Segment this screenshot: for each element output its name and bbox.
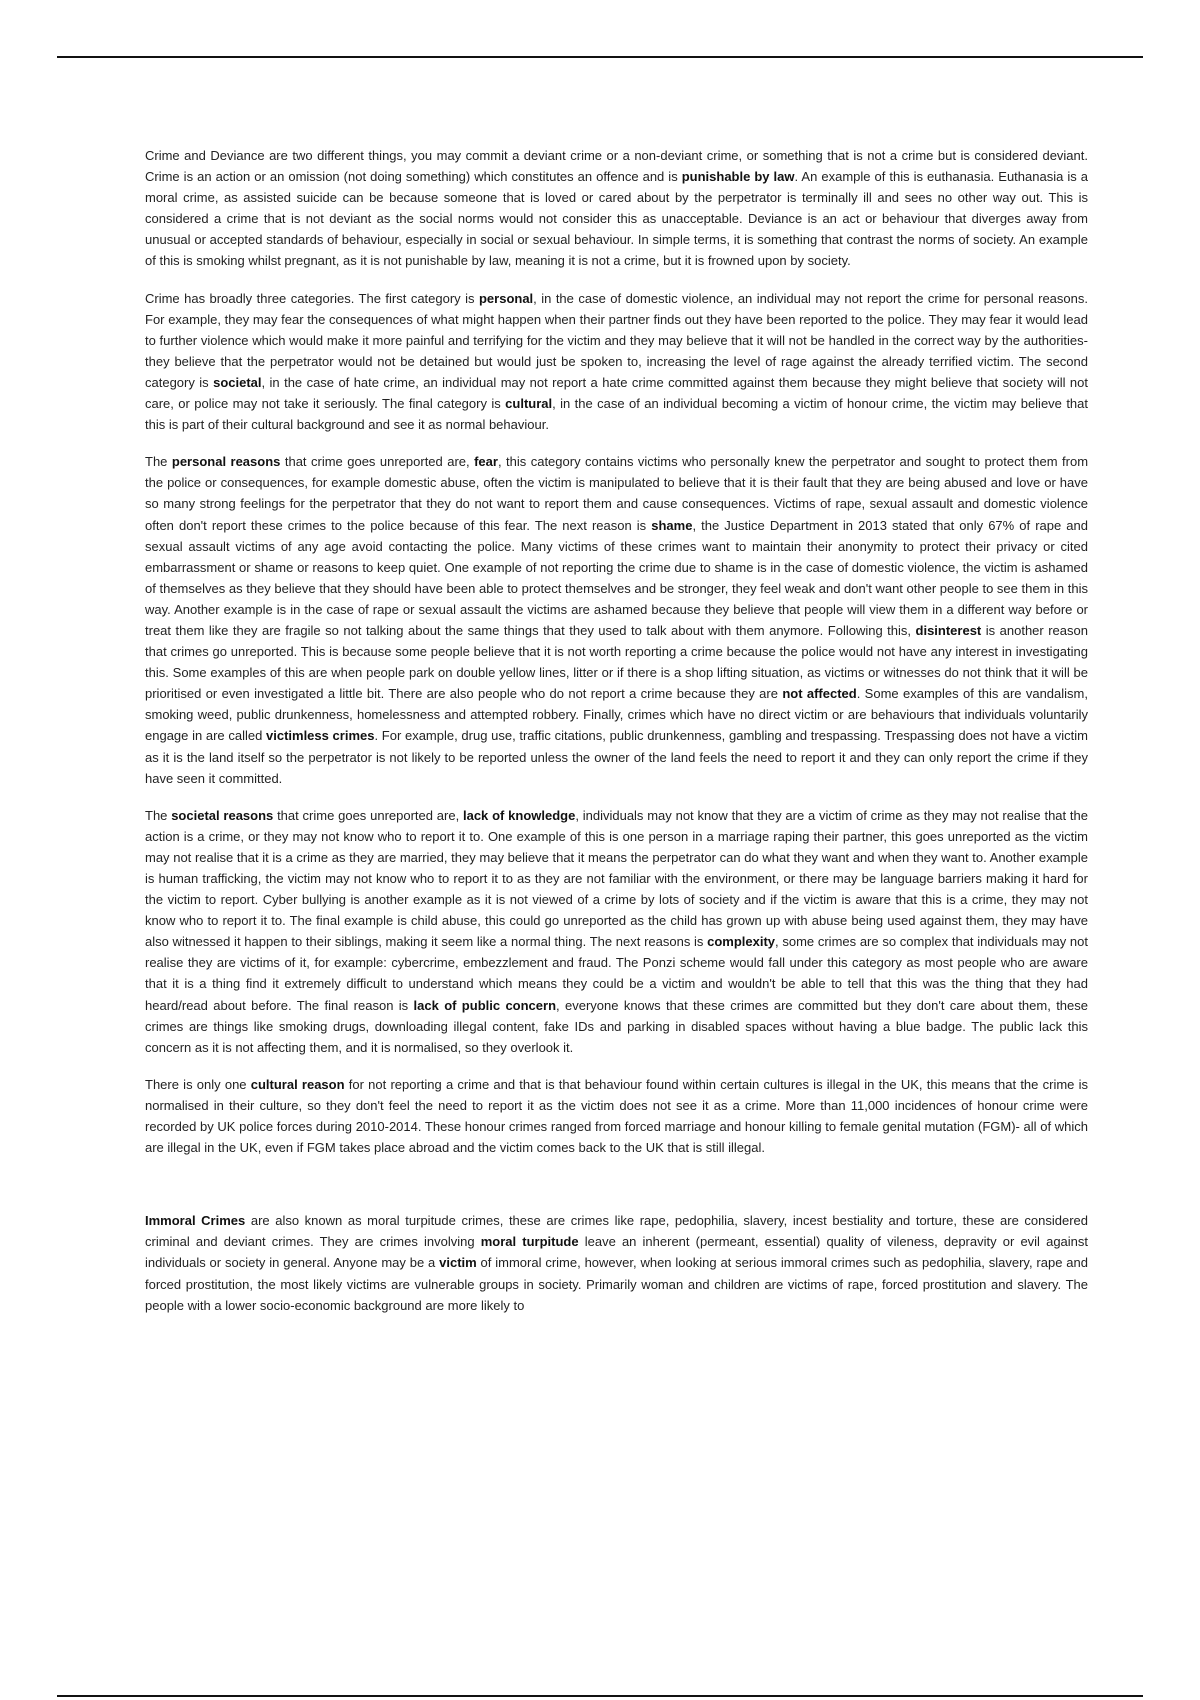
paragraph-crime-categories — [145, 288, 1088, 436]
text-run: that crime goes unreported are, — [273, 807, 463, 823]
text-run: Crime has broadly three categories. The first category is — [145, 290, 479, 306]
bold-term: societal reasons — [171, 807, 274, 823]
bold-term: lack of knowledge — [462, 807, 576, 823]
text-run: , in the case of an individual becoming a victim of honour crime, the victim may believe that this is part of their cultural background and see it as normal behaviour. — [145, 396, 1088, 433]
text-run: , some crimes are so complex that individuals may not realise they are victims of it, for example: cybercrime, embezzlement and fraud. The Ponzi scheme would fall under this category as most people who are aware that it is a thing find it extremely difficult to understand which means they could be a victim and wouldn't be able to tell that this was the thing that they had heard/read about before. The final reason is — [145, 934, 1088, 1013]
top-horizontal-rule — [57, 56, 1143, 58]
text-run: for not reporting a crime and that is that behaviour found within certain cultures is illegal in the UK, this means that the crime is normalised in their culture, so they don't feel the need to report it as the victim does not see it as a crime. More than 11,000 incidences of honour crime were recorded by UK police forces during 2010-2014. These honour crimes ranged from forced marriage and honour killing to female genital mutation (FGM)- all of which are illegal in the UK, even if FGM takes place abroad and the victim comes back to the UK that is still illegal. — [145, 1076, 1088, 1156]
bottom-horizontal-rule — [57, 1695, 1143, 1697]
text-run: , the Justice Department in 2013 stated that only 67% of rape and sexual assault victims of any age avoid contacting the police. Many victims of these crimes want to maintain their anonymity to protect their privacy or cited embarrassment or shame or reasons to keep quiet. One example of not reporting the crime due to shame is in the case of domestic violence, the victim is ashamed of themselves as they believe that they should have been able to protect themselves and be stronger, they feel weak and don't want other people to see them in this way. Another example is in the case of rape or sexual assault the victims are ashamed because they believe that people will view them in a different way before or treat them like they are fragile so not talking about the same things that they used to talk about with them anymore. Following this, — [145, 517, 1088, 638]
bold-term: punishable by law — [681, 169, 795, 185]
paragraph-crime-and-deviance — [145, 145, 1088, 272]
text-run: Crime and Deviance are two different things, you may commit a deviant crime or a non-deviant crime, or something that is not a crime but is considered deviant. Crime is an action or an omission (not doing something) which constitutes an offence and is — [145, 148, 1088, 185]
bold-term: victimless crimes — [266, 728, 375, 744]
text-run: . Some examples of this are vandalism, smoking weed, public drunkenness, homelessness and attempted robbery. Finally, crimes which have no direct victim or are behaviours that individuals voluntarily engage in are called — [145, 686, 1088, 744]
bold-term: lack of public concern — [413, 997, 557, 1013]
document-body — [145, 145, 1088, 1316]
text-run: leave an inherent (permeant, essential) quality of vileness, depravity or evil against individuals or society in general. Anyone may be a — [145, 1234, 1089, 1271]
paragraph-cultural-reason — [145, 1074, 1088, 1158]
text-run: , this category contains victims who personally knew the perpetrator and sought to protect them from the police or consequences, for example domestic abuse, often the victim is manipulated to believe that it is their fault that they are being abused and love or have so many strong feelings for the perpetrator that they do not want to report them and cause consequences. Victims of rape, sexual assault and domestic violence often don't report these crimes to the police because of this fear. The next reason is — [145, 454, 1089, 533]
text-run: There is only one — [145, 1076, 251, 1092]
bold-term: victim — [439, 1255, 477, 1271]
text-run: , in the case of hate crime, an individual may not report a hate crime committed against them because they might believe that society will not care, or police may not take it seriously. The final category is — [145, 374, 1089, 412]
text-run: , in the case of domestic violence, an individual may not report the crime for personal reasons. For example, they may fear the consequences of what might happen when their partner finds out they have been reported to the police. They may fear it would lead to further violence which would make it more painful and terrifying for the victim and they may believe that it will not be handled in the correct way by the authorities- they believe that the perpetrator would not be detained but would just be spoken to, increasing the level of rage against the already terrified victim. The second category is — [145, 290, 1088, 390]
text-run: The — [145, 807, 172, 823]
text-run: . For example, drug use, traffic citations, public drunkenness, gambling and trespassing. Trespassing does not have a victim as it is the land itself so the perpetrator is not likely to be reported unless the owner of the land feels the need to report it and they can only report the crime if they have seen it committed. — [145, 728, 1088, 786]
bold-term: personal — [478, 290, 534, 306]
text-run: is another reason that crimes go unreported. This is because some people believe that it is not worth reporting a crime because the police would not have any interest in investigating this. Some examples of this are when people park on double yellow lines, litter or if there is a shop lifting situation, as victims or witnesses do not think that it will be prioritised or even investigated a little bit. There are also people who do not report a crime because they are — [145, 622, 1088, 702]
text-run: The — [145, 454, 172, 470]
bold-term: not affected — [782, 686, 857, 702]
text-run: , everyone knows that these crimes are committed but they don't care about them, these crimes are things like smoking drugs, downloading illegal content, fake IDs and parking in disabled spaces without having a blue badge. The public lack this concern as it is not affecting them, and it is normalised, so they overlook it. — [145, 997, 1088, 1055]
bold-term: societal — [213, 374, 262, 390]
text-run: . An example of this is euthanasia. Euthanasia is a moral crime, as assisted suicide can be because someone that is loved or cared about by the perpetrator is terminally ill and sees no other way out. This is considered a crime that is not deviant as the social norms would not consider this as unacceptable. Deviance is an act or behaviour that diverges away from unusual or accepted standards of behaviour, especially in social or sexual behaviour. In simple terms, it is something that contrast the norms of society. An example of this is smoking whilst pregnant, as it is not punishable by law, meaning it is not a crime, but it is frowned upon by society. — [145, 169, 1088, 269]
bold-term: Immoral Crimes — [145, 1213, 246, 1229]
bold-term: fear — [474, 454, 498, 470]
paragraph-societal-reasons — [145, 805, 1088, 1058]
bold-term: cultural — [505, 396, 553, 412]
bold-term: personal reasons — [171, 454, 281, 470]
text-run: that crime goes unreported are, — [280, 454, 475, 470]
paragraph-personal-reasons — [145, 451, 1088, 789]
bold-term: shame — [651, 517, 693, 533]
bold-term: complexity — [707, 934, 776, 950]
bold-term: disinterest — [915, 622, 982, 638]
text-run: of immoral crime, however, when looking at serious immoral crimes such as pedophilia, slavery, rape and forced prostitution, the most likely victims are vulnerable groups in society. Primarily woman and children are victims of rape, forced prostitution and slavery. The people with a lower socio-economic background are more likely to — [145, 1255, 1088, 1313]
text-run: are also known as moral turpitude crimes, these are crimes like rape, pedophilia, slavery, incest bestiality and torture, these are considered criminal and deviant crimes. They are crimes involving — [145, 1213, 1089, 1250]
bold-term: moral turpitude — [480, 1234, 579, 1250]
text-run: , individuals may not know that they are a victim of crime as they may not realise that the action is a crime, or they may not know who to report it to. One example of this is one person in a marriage raping their partner, this goes unreported as the victim may not realise that it is a crime as they are married, they may believe that it means the perpetrator can do what they want and when they want to. Another example is human trafficking, the victim may not know who to report it to as they are not familiar with the environment, or there may be language barriers making it hard for the victim to report. Cyber bullying is another example as it is not viewed of a crime by lots of society and if the victim is aware that this is a crime, they may not know who to report it to. The final example is child abuse, this could go unreported as the child has grown up with abuse being used against them, they may have also witnessed it happen to their siblings, making it seem like a normal thing. The next reasons is — [145, 807, 1089, 950]
paragraph-immoral-crimes — [145, 1210, 1088, 1315]
bold-term: cultural reason — [250, 1076, 345, 1092]
